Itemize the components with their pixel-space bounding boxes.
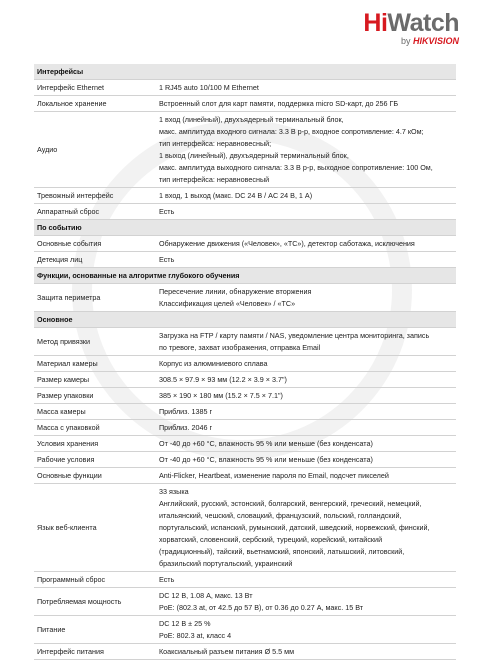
spec-row xyxy=(34,188,456,204)
spec-value xyxy=(156,616,456,644)
spec-value-line: итальянский, чешский, словацкий, французский, польский, голландский, xyxy=(159,510,402,520)
spec-row xyxy=(34,204,456,220)
spec-row xyxy=(34,588,456,616)
spec-value-line: тип интерфейса: неравновесный; xyxy=(159,138,272,148)
spec-value-line: Anti-Flicker, Heartbeat, изменение пароля по Email, подсчет пикселей xyxy=(159,470,389,480)
spec-value-line: Есть xyxy=(159,574,175,584)
spec-label: Программный сброс xyxy=(34,572,156,588)
spec-label: Потребляемая мощность xyxy=(34,588,156,616)
spec-value xyxy=(156,356,456,372)
spec-value-line: Пересечение линии, обнаружение вторжения xyxy=(159,286,312,296)
spec-label: Рабочие условия xyxy=(34,452,156,468)
spec-value xyxy=(156,204,456,220)
logo-subtitle xyxy=(363,36,459,47)
spec-row xyxy=(34,80,456,96)
spec-value xyxy=(156,252,456,268)
spec-value-line: Корпус из алюминиевого сплава xyxy=(159,358,268,368)
spec-value-line: От -40 до +60 °С, влажность 95 % или меньше (без конденсата) xyxy=(159,454,373,464)
hiwatch-logo xyxy=(363,10,459,47)
section-header xyxy=(34,268,456,284)
spec-value-line: португальский, испанский, румынский, датский, шведский, норвежский, финский, xyxy=(159,522,430,532)
spec-label: Тревожный интерфейс xyxy=(34,188,156,204)
spec-value xyxy=(156,572,456,588)
spec-row xyxy=(34,644,456,660)
spec-value-line: Классификация целей «Человек» / «ТС» xyxy=(159,298,296,308)
section-title: По событию xyxy=(34,220,456,236)
spec-value-line: Встроенный слот для карт памяти, поддержка micro SD-карт, до 256 ГБ xyxy=(159,98,399,108)
spec-value-line: Есть xyxy=(159,254,175,264)
specification-table xyxy=(34,64,456,660)
spec-value xyxy=(156,328,456,356)
spec-row xyxy=(34,356,456,372)
spec-row xyxy=(34,328,456,356)
spec-value-line: DC 12 В, 1.08 А, макс. 13 Вт xyxy=(159,590,253,600)
spec-row xyxy=(34,616,456,644)
spec-label: Основные функции xyxy=(34,468,156,484)
spec-row xyxy=(34,252,456,268)
section-header xyxy=(34,220,456,236)
spec-value-line: Приблиз. 1385 г xyxy=(159,406,213,416)
spec-label: Метод привязки xyxy=(34,328,156,356)
spec-value xyxy=(156,420,456,436)
spec-label: Аппаратный сброс xyxy=(34,204,156,220)
spec-value-line: Приблиз. 2046 г xyxy=(159,422,213,432)
spec-label: Масса с упаковкой xyxy=(34,420,156,436)
spec-row xyxy=(34,236,456,252)
spec-row xyxy=(34,112,456,188)
spec-label: Локальное хранение xyxy=(34,96,156,112)
spec-value xyxy=(156,588,456,616)
spec-row xyxy=(34,284,456,312)
spec-value-line: DC 12 В ± 25 % xyxy=(159,618,211,628)
spec-label: Масса камеры xyxy=(34,404,156,420)
section-title: Интерфейсы xyxy=(34,64,456,80)
spec-value-line: 1 вход, 1 выход (макс. DC 24 В / AC 24 В, 1 А) xyxy=(159,190,313,200)
spec-value-line: (традиционный), тайский, вьетнамский, японский, латышский, литовский, xyxy=(159,546,405,556)
spec-row xyxy=(34,468,456,484)
spec-value xyxy=(156,372,456,388)
spec-row xyxy=(34,404,456,420)
spec-value-line: тип интерфейса: неравновесный xyxy=(159,174,270,184)
spec-label: Питание xyxy=(34,616,156,644)
logo-by: by xyxy=(400,36,411,46)
spec-value-line: PoE: (802.3 at, от 42.5 до 57 В), от 0.36 до 0.27 А, макс. 15 Вт xyxy=(159,602,364,612)
spec-value xyxy=(156,284,456,312)
section-header xyxy=(34,64,456,80)
spec-label: Детекция лиц xyxy=(34,252,156,268)
spec-label: Аудио xyxy=(34,112,156,188)
spec-label: Материал камеры xyxy=(34,356,156,372)
section-header xyxy=(34,312,456,328)
logo-watch: Watch xyxy=(387,9,459,37)
spec-value-line: бразильский португальский, украинский xyxy=(159,558,293,568)
page-header xyxy=(0,0,479,62)
spec-row xyxy=(34,96,456,112)
spec-value-line: Есть xyxy=(159,206,175,216)
spec-value xyxy=(156,404,456,420)
spec-value-line: макс. амплитуда выходного сигнала: 3.3 В р-р, выходное сопротивление: 100 Ом, xyxy=(159,162,433,172)
spec-value-line: 1 RJ45 auto 10/100 M Ethernet xyxy=(159,82,259,92)
spec-value xyxy=(156,644,456,660)
spec-value-line: Английский, русский, эстонский, болгарский, венгерский, греческий, немецкий, xyxy=(159,498,422,508)
spec-value-line: хорватский, словенский, сербский, турецкий, корейский, китайский xyxy=(159,534,383,544)
spec-value xyxy=(156,112,456,188)
section-title: Функции, основанные на алгоритме глубокого обучения xyxy=(34,268,456,284)
spec-value xyxy=(156,436,456,452)
spec-value-line: 385 × 190 × 180 мм (15.2 × 7.5 × 7.1") xyxy=(159,390,283,400)
spec-value xyxy=(156,188,456,204)
spec-row xyxy=(34,572,456,588)
spec-row xyxy=(34,452,456,468)
logo-hi: Hi xyxy=(363,9,388,37)
spec-label: Размер камеры xyxy=(34,372,156,388)
spec-value-line: От -40 до +60 °С, влажность 95 % или меньше (без конденсата) xyxy=(159,438,373,448)
spec-value xyxy=(156,236,456,252)
logo-hikvision: HIKVISION xyxy=(412,36,459,46)
spec-value-line: 1 выход (линейный), двухъядерный терминальный блок, xyxy=(159,150,349,160)
spec-label: Защита периметра xyxy=(34,284,156,312)
spec-value-line: Обнаружение движения («Человек», «ТС»), детектор саботажа, исключения xyxy=(159,238,415,248)
spec-value-line: Коаксиальный разъем питания Ø 5.5 мм xyxy=(159,646,295,656)
spec-label: Интерфейс Ethernet xyxy=(34,80,156,96)
spec-value xyxy=(156,80,456,96)
spec-row xyxy=(34,372,456,388)
section-title: Основное xyxy=(34,312,456,328)
spec-value xyxy=(156,388,456,404)
spec-value-line: макс. амплитуда входного сигнала: 3.3 В р-р, входное сопротивление: 4.7 кОм; xyxy=(159,126,424,136)
spec-value xyxy=(156,96,456,112)
spec-row xyxy=(34,436,456,452)
spec-value-line: Загрузка на FTP / карту памяти / NAS, уведомление центра мониторинга, запись xyxy=(159,330,430,340)
spec-value xyxy=(156,484,456,572)
logo-wordmark xyxy=(363,10,459,36)
spec-value-line: по тревоге, захват изображения, отправка Email xyxy=(159,342,321,352)
spec-value xyxy=(156,452,456,468)
spec-value-line: PoE: 802.3 at, класс 4 xyxy=(159,630,232,640)
spec-value-line: 33 языка xyxy=(159,486,189,496)
spec-row xyxy=(34,420,456,436)
spec-label: Основные события xyxy=(34,236,156,252)
spec-value-line: 1 вход (линейный), двухъядерный терминальный блок, xyxy=(159,114,344,124)
spec-row xyxy=(34,388,456,404)
spec-value xyxy=(156,468,456,484)
spec-label: Язык веб-клиента xyxy=(34,484,156,572)
spec-label: Условия хранения xyxy=(34,436,156,452)
spec-label: Интерфейс питания xyxy=(34,644,156,660)
spec-row xyxy=(34,484,456,572)
spec-label: Размер упаковки xyxy=(34,388,156,404)
spec-value-line: 308.5 × 97.9 × 93 мм (12.2 × 3.9 × 3.7") xyxy=(159,374,287,384)
